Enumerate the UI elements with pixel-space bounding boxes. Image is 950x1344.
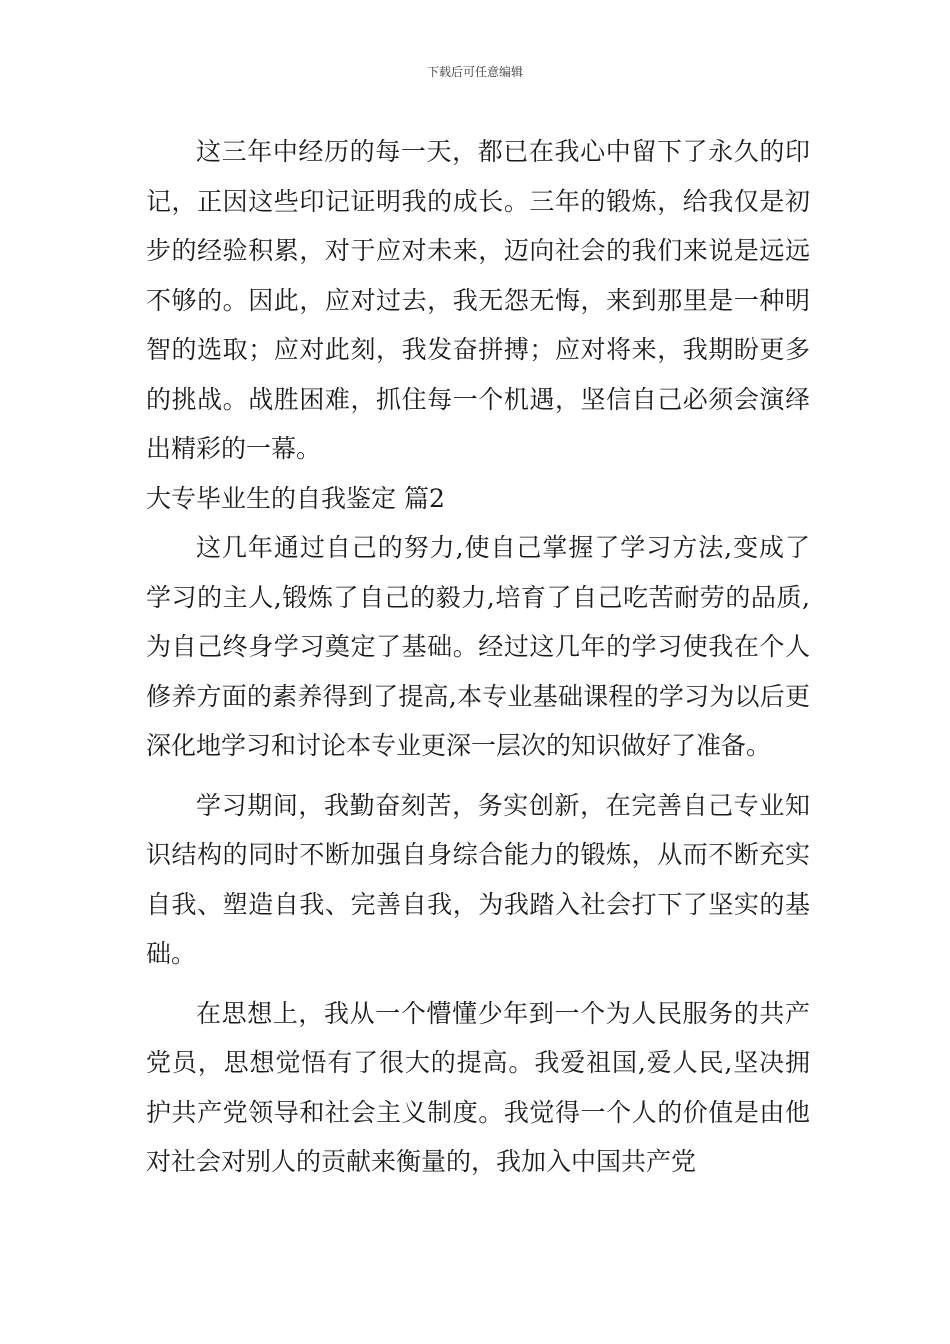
paragraph-section2-2: 学习期间，我勤奋刻苦，务实创新，在完善自己专业知识结构的同时不断加强自身综合能力的锻炼，从而不断充实自我、塑造自我、完善自我，为我踏入社会打下了坚实的基础。: [146, 790, 810, 968]
page-header-note: 下载后可任意编辑: [426, 65, 523, 79]
paragraph-section2-3: 在思想上，我从一个懵懂少年到一个为人民服务的共产党员，思想觉悟有了很大的提高。我爱祖国,爱人民,坚决拥护共产党领导和社会主义制度。我觉得一个人的价值是由他对社会对别人的贡献来衡量的，我加入中国共产党: [146, 998, 810, 1176]
paragraph-section1-1: 这三年中经历的每一天，都已在我心中留下了永久的印记，正因这些印记证明我的成长。三年的锻炼，给我仅是初步的经验积累，对于应对未来，迈向社会的我们来说是远远不够的。因此，应对过去，我无怨无悔，来到那里是一种明智的选取；应对此刻，我发奋拼搏；应对将来，我期盼更多的挑战。战胜困难，抓住每一个机遇，坚信自己必须会演绎出精彩的一幕。: [146, 137, 810, 463]
paragraph-section2-1: 这几年通过自己的努力,使自己掌握了学习方法,变成了学习的主人,锻炼了自己的毅力,培育了自己吃苦耐劳的品质,为自己终身学习奠定了基础。经过这几年的学习使我在个人修养方面的素养得到了提高,本专业基础课程的学习为以后更深化地学习和讨论本专业更深一层次的知识做好了准备。: [146, 533, 810, 760]
document-body: [146, 127, 810, 1187]
section2-heading: 大专毕业生的自我鉴定 篇2: [146, 483, 445, 513]
